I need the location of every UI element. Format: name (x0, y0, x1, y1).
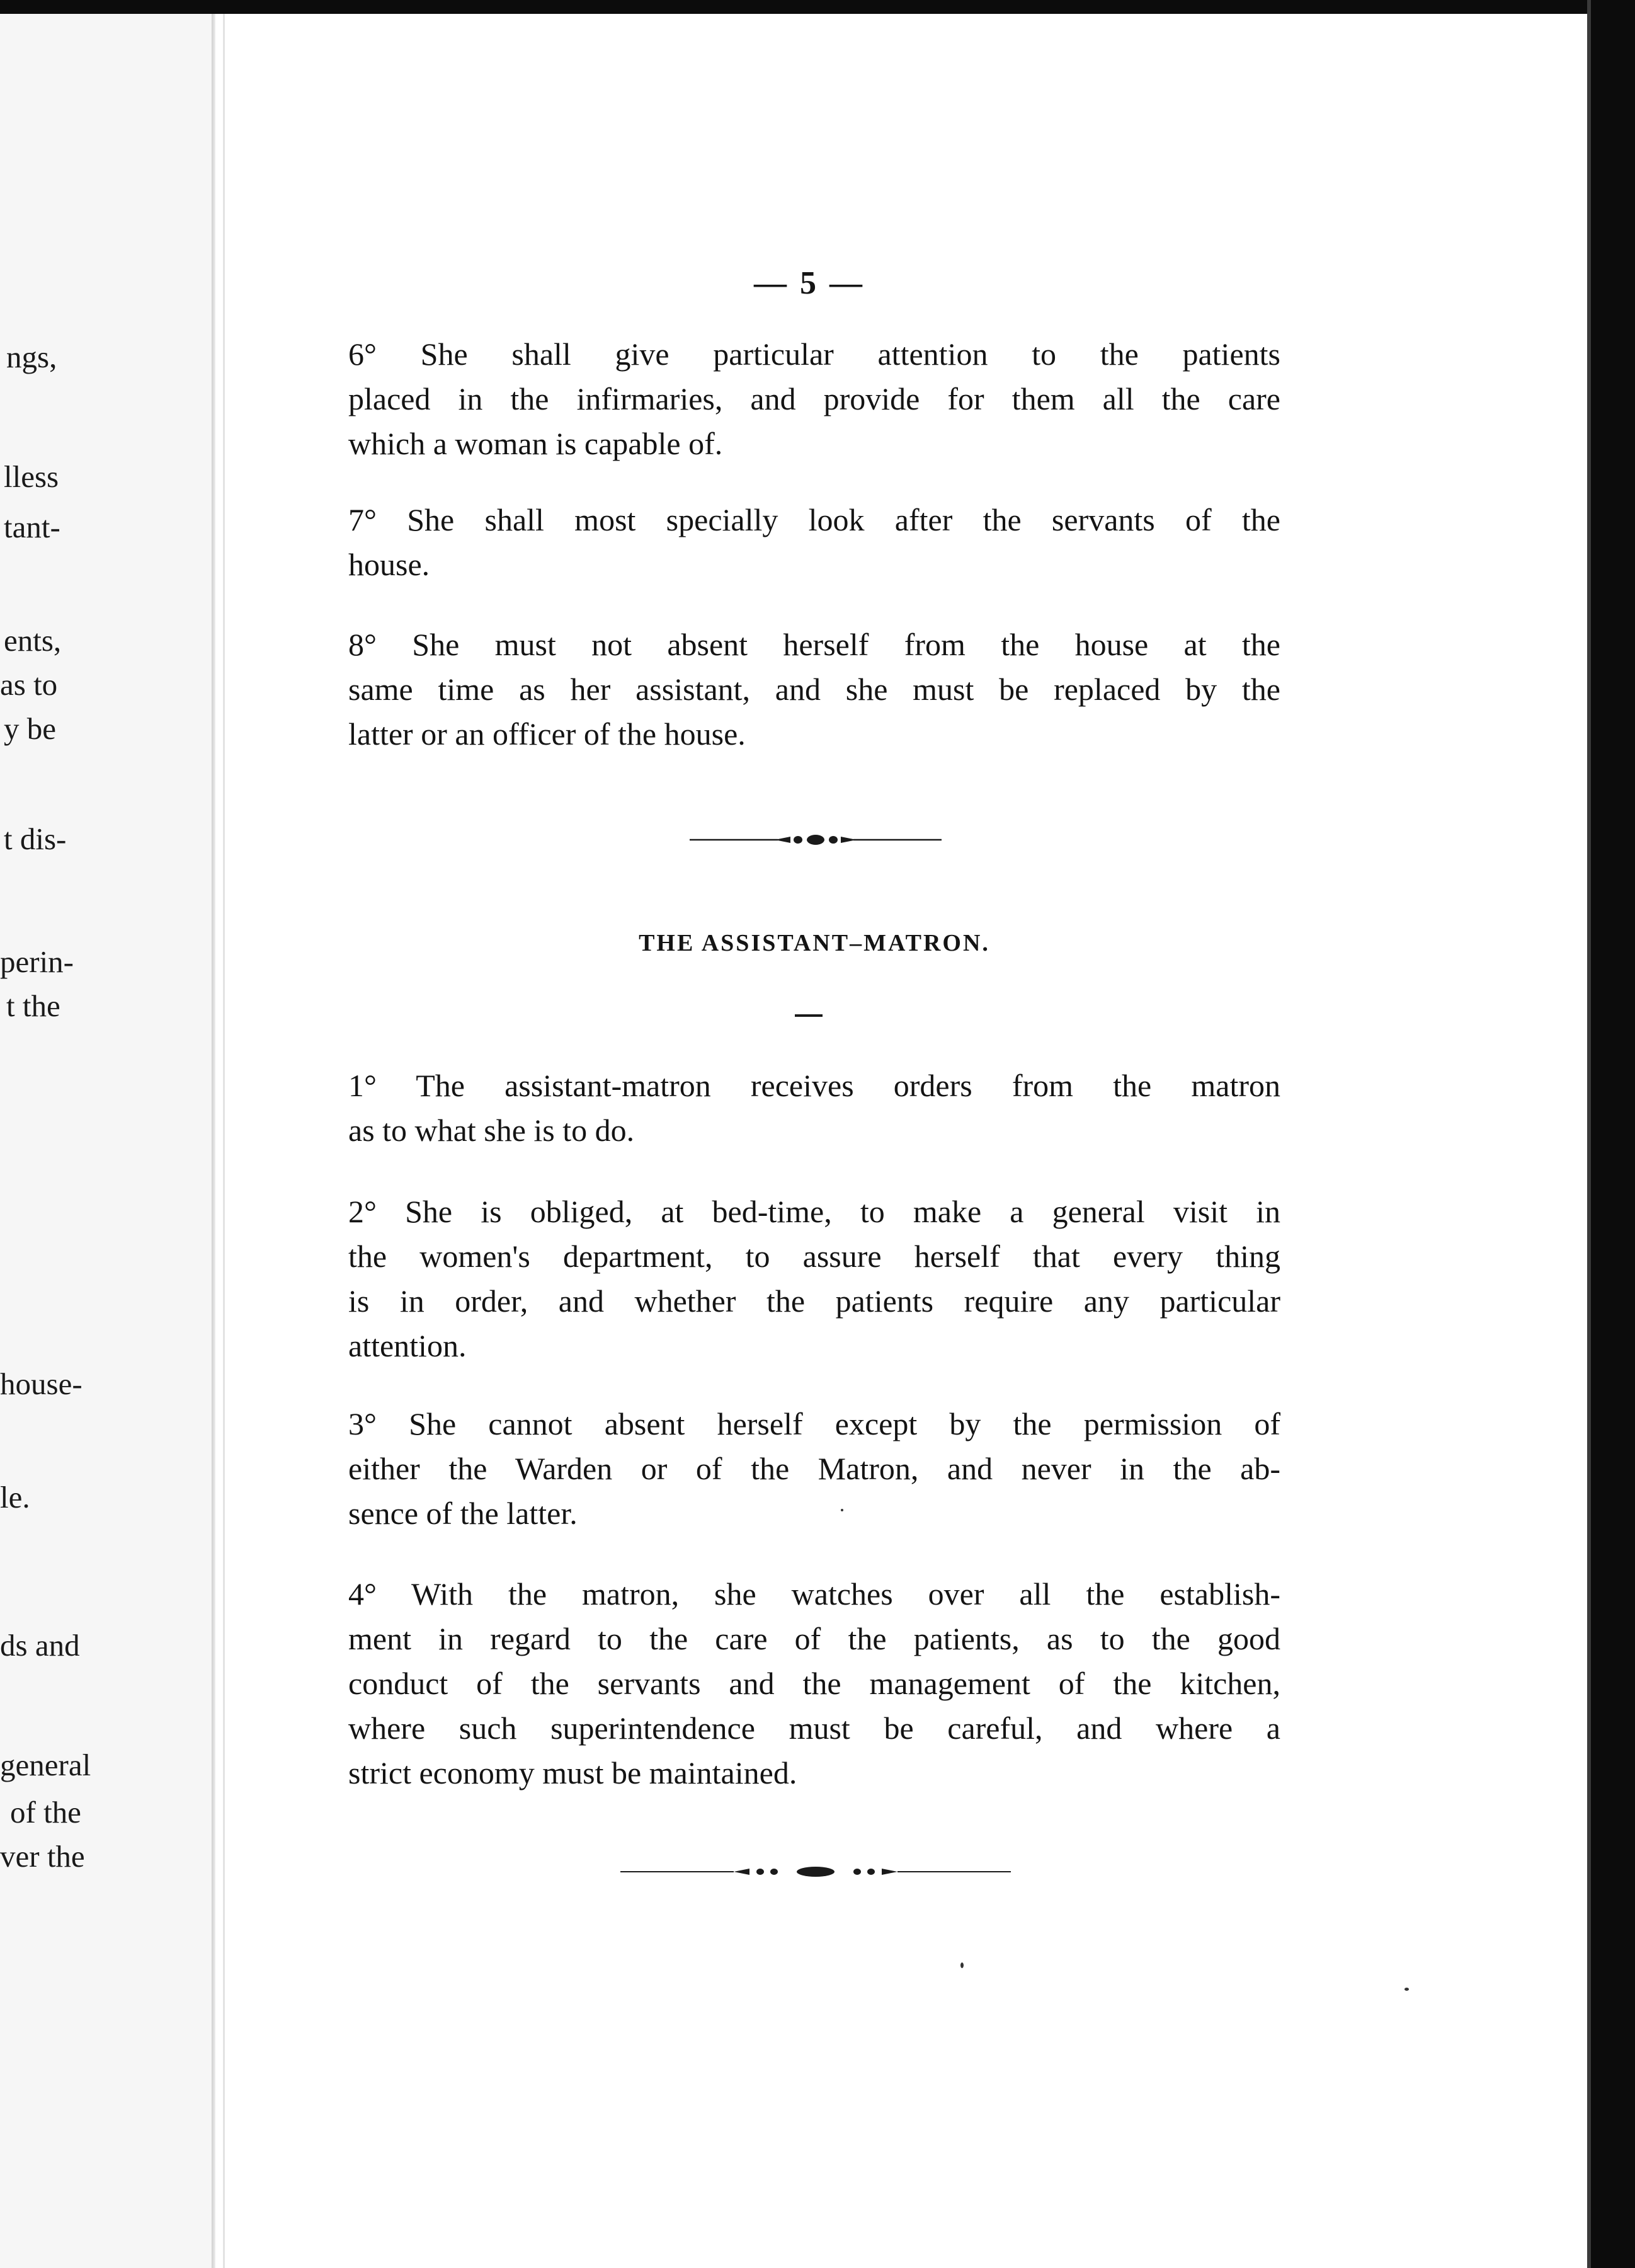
previous-page-edge (0, 14, 212, 2268)
left-page-fragment: general (0, 1748, 91, 1782)
paragraph-line: strict economy must be maintained. (348, 1755, 797, 1790)
paragraph-line: 3° She cannot absent herself except by the permission of (348, 1406, 1280, 1441)
left-page-fragment: ents, (4, 623, 62, 658)
left-page-fragment: tant- (4, 510, 60, 544)
paragraph-line: 7° She shall most specially look after the servants of the (348, 502, 1280, 537)
paragraph-line: 2° She is obliged, at bed-time, to make a general visit in (348, 1194, 1280, 1229)
paragraph-line: 8° She must not absent herself from the house at the (348, 627, 1280, 662)
paragraph-item-3 (348, 1402, 1280, 1536)
paragraph-line: 4° With the matron, she watches over all the establish- (348, 1576, 1280, 1612)
ornamental-divider-end (620, 1862, 1011, 1881)
paragraph-line: ment in regard to the care of the patients, as to the good (348, 1621, 1280, 1656)
scan-border-right (1591, 0, 1635, 2268)
paragraph-line: as to what she is to do. (348, 1113, 635, 1148)
paragraph-line: conduct of the servants and the management of the kitchen, (348, 1666, 1280, 1701)
left-page-fragment: perin- (0, 944, 74, 979)
left-page-fragment: le. (0, 1480, 30, 1515)
paragraph-item-2 (348, 1189, 1280, 1368)
paragraph-line: latter or an officer of the house. (348, 716, 746, 752)
left-page-fragment: t the (6, 988, 60, 1023)
left-page-fragment: ds and (0, 1628, 80, 1663)
paragraph-line: which a woman is capable of. (348, 426, 723, 461)
heading-rule (795, 1014, 823, 1017)
left-page-fragment: of the (10, 1795, 81, 1830)
paragraph-line: where such superintendence must be careful, and where a (348, 1710, 1280, 1746)
scan-speck (1404, 1988, 1409, 1991)
left-page-fragment: y be (4, 711, 56, 746)
scan-border-right-edge (1587, 0, 1591, 2268)
paragraph-line: placed in the infirmaries, and provide for them all the care (348, 381, 1280, 416)
scan-speck (841, 1509, 843, 1511)
left-page-fragment: ngs, (6, 340, 57, 374)
paragraph-item-1 (348, 1063, 1280, 1153)
paragraph-line: either the Warden or of the Matron, and never in the ab- (348, 1451, 1280, 1486)
left-page-fragment: lless (4, 459, 59, 494)
paragraph-line: attention. (348, 1328, 467, 1363)
paragraph-item-7 (348, 498, 1280, 587)
scan-border-top (0, 0, 1635, 14)
left-page-fragment: ver the (0, 1839, 85, 1874)
page-number: — 5 — (754, 265, 865, 301)
paragraph-item-4 (348, 1572, 1280, 1796)
ornamental-divider (690, 830, 942, 849)
paragraph-line: house. (348, 547, 430, 582)
page-gutter (212, 14, 215, 2268)
left-page-fragment: as to (0, 667, 58, 702)
paragraph-line: 6° She shall give particular attention to the patients (348, 336, 1280, 372)
paragraph-line: is in order, and whether the patients require any particular (348, 1283, 1280, 1319)
paragraph-line: 1° The assistant-matron receives orders from the matron (348, 1068, 1280, 1103)
paragraph-item-8 (348, 622, 1280, 757)
left-page-fragment: t dis- (4, 822, 67, 856)
paragraph-line: sence of the latter. (348, 1496, 578, 1531)
scan-speck (960, 1962, 964, 1968)
paragraph-item-6 (348, 332, 1280, 466)
page-gutter-line (223, 14, 225, 2268)
paragraph-line: same time as her assistant, and she must be replaced by the (348, 672, 1280, 707)
section-heading: THE ASSISTANT–MATRON. (639, 930, 990, 956)
left-page-fragment: house- (0, 1366, 83, 1401)
paragraph-line: the women's department, to assure herself that every thing (348, 1239, 1280, 1274)
